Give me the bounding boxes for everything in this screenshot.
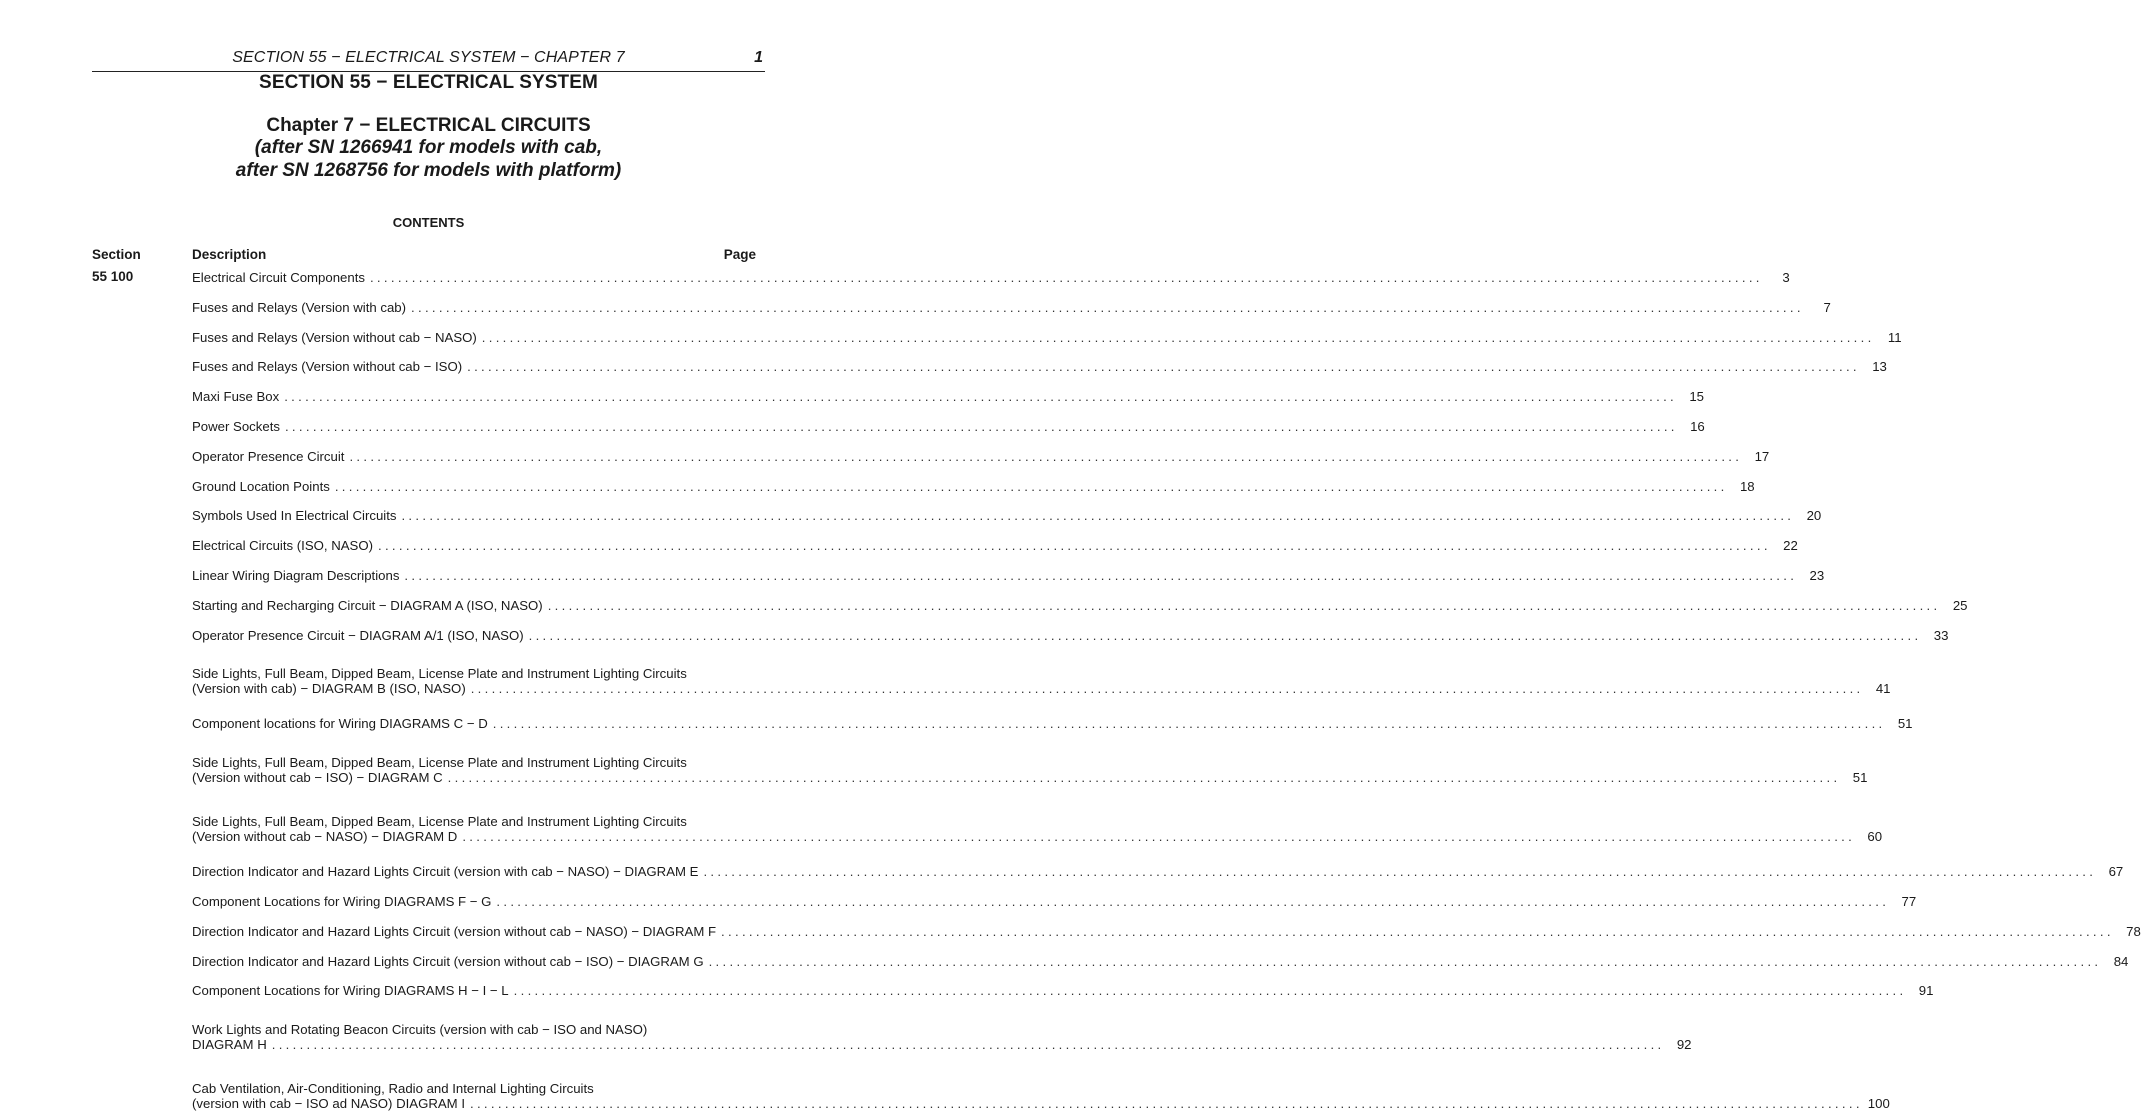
dot-leader: ........................................................................................................................................................................................................: [496, 894, 1890, 909]
toc-entry-page: 92: [1676, 1036, 1692, 1052]
toc-entry[interactable]: [192, 329, 1902, 345]
column-header-page: Page: [723, 247, 756, 262]
toc-entry[interactable]: [192, 923, 2141, 939]
dot-leader: ........................................................................................................................................................................................................: [378, 538, 1771, 554]
dot-leader: ........................................................................................................................................................................................................: [462, 828, 1856, 844]
toc-entry[interactable]: [192, 478, 1755, 494]
toc-entry-page: 67: [2108, 864, 2124, 880]
chapter-title: Chapter 7 − ELECTRICAL CIRCUITS: [266, 115, 591, 136]
toc-entry[interactable]: [192, 359, 1887, 375]
toc-entry-title: Power Sockets: [192, 419, 280, 434]
toc-entry-page: 15: [1689, 389, 1704, 405]
toc-entry-title-line1: Side Lights, Full Beam, Dipped Beam, License Plate and Instrument Lighting Circuits: [192, 666, 687, 682]
toc-entry[interactable]: [192, 716, 1913, 732]
dot-leader: ........................................................................................................................................................................................................: [369, 270, 1763, 285]
toc-entry[interactable]: [192, 419, 1705, 434]
dot-leader: ........................................................................................................................................................................................................: [470, 681, 1864, 697]
toc-entry-title: (version with cab − ISO ad NASO) DIAGRAM I: [192, 1095, 465, 1111]
toc-entry-page: 51: [1852, 769, 1868, 785]
toc-entry-title-line1: Side Lights, Full Beam, Dipped Beam, License Plate and Instrument Lighting Circuits: [192, 754, 687, 770]
toc-entry[interactable]: [192, 568, 1825, 583]
column-header-section: Section: [92, 247, 141, 262]
toc-entry[interactable]: [192, 953, 2129, 969]
toc-entry-page: 60: [1867, 828, 1883, 844]
toc-entry[interactable]: [192, 813, 1883, 844]
toc-entry-title: Symbols Used In Electrical Circuits: [192, 508, 397, 524]
toc-entry-page: 17: [1754, 448, 1770, 464]
toc-entry[interactable]: [192, 1021, 1692, 1052]
toc-entry-page: 78: [2126, 923, 2141, 939]
toc-entry-title-line1: Side Lights, Full Beam, Dipped Beam, License Plate and Instrument Lighting Circuits: [192, 813, 687, 829]
chapter-subtitle-line-2: after SN 1268756 for models with platform): [235, 160, 622, 181]
toc-entry-page: 100: [1867, 1095, 1890, 1111]
dot-leader: ........................................................................................................................................................................................................: [411, 299, 1804, 315]
toc-entry-title: Component Locations for Wiring DIAGRAMS H − I − L: [192, 983, 509, 999]
toc-entry-title: (Version without cab − ISO) − DIAGRAM C: [192, 769, 443, 785]
toc-entry-page: 16: [1690, 419, 1705, 434]
toc-entry[interactable]: [192, 299, 1831, 315]
toc-entry[interactable]: [192, 448, 1770, 464]
contents-heading: CONTENTS: [392, 215, 465, 230]
dot-leader: ........................................................................................................................................................................................................: [528, 627, 1922, 643]
toc-entry-page: 41: [1875, 681, 1891, 697]
dot-leader: ........................................................................................................................................................................................................: [513, 983, 1907, 999]
dot-leader: ........................................................................................................................................................................................................: [334, 478, 1728, 494]
column-header-description: Description: [192, 247, 267, 262]
dot-leader: ........................................................................................................................................................................................................: [492, 716, 1886, 732]
toc-entry[interactable]: [192, 508, 1822, 524]
dot-leader: ........................................................................................................................................................................................................: [401, 508, 1795, 524]
toc-entry-page: 84: [2113, 953, 2129, 969]
toc-entry-title: DIAGRAM H: [192, 1036, 267, 1052]
toc-entry[interactable]: [192, 389, 1704, 405]
toc-entry-title: Starting and Recharging Circuit − DIAGRAM A (ISO, NASO): [192, 597, 543, 613]
toc-entry[interactable]: [192, 983, 1934, 999]
toc-entry-page: 7: [1823, 299, 1831, 315]
chapter-subtitle-line-1: (after SN 1266941 for models with cab,: [254, 137, 603, 158]
toc-entry-title: Operator Presence Circuit − DIAGRAM A/1 (ISO, NASO): [192, 627, 524, 643]
dot-leader: ........................................................................................................................................................................................................: [470, 1095, 1863, 1111]
dot-leader: ........................................................................................................................................................................................................: [547, 597, 1941, 613]
dot-leader: ........................................................................................................................................................................................................: [349, 448, 1743, 464]
toc-entry-page: 18: [1739, 478, 1755, 494]
toc-entry[interactable]: [192, 627, 1949, 643]
dot-leader: ........................................................................................................................................................................................................: [721, 923, 2114, 939]
toc-entry-title: Maxi Fuse Box: [192, 389, 280, 405]
toc-entry-page: 20: [1806, 508, 1822, 524]
toc-entry-title: Direction Indicator and Hazard Lights Circuit (version without cab − ISO) − DIAGRAM G: [192, 953, 704, 969]
dot-leader: ........................................................................................................................................................................................................: [481, 329, 1875, 345]
toc-entry-title: Direction Indicator and Hazard Lights Circuit (version without cab − NASO) − DIAGRAM F: [192, 923, 717, 939]
toc-entry[interactable]: [192, 1080, 1890, 1111]
dot-leader: ........................................................................................................................................................................................................: [708, 953, 2102, 969]
toc-entry-page: 77: [1901, 894, 1917, 909]
toc-entry-title: (Version with cab) − DIAGRAM B (ISO, NASO): [192, 681, 466, 697]
toc-entry-page: 13: [1872, 359, 1887, 375]
toc-entry[interactable]: [192, 754, 1868, 785]
page-number: 1: [754, 49, 763, 66]
toc-entry-title: Component locations for Wiring DIAGRAMS C − D: [192, 716, 488, 732]
dot-leader: ........................................................................................................................................................................................................: [447, 769, 1841, 785]
toc-entry-title: Fuses and Relays (Version with cab): [192, 299, 407, 315]
dot-leader: ........................................................................................................................................................................................................: [467, 359, 1860, 375]
toc-entry-title: Ground Location Points: [192, 478, 330, 494]
toc-entry-title: Operator Presence Circuit: [192, 448, 345, 464]
running-header: [92, 49, 765, 71]
toc-entry-title: (Version without cab − NASO) − DIAGRAM D: [192, 828, 458, 844]
toc-entry-page: 51: [1897, 716, 1913, 732]
section-title: SECTION 55 − ELECTRICAL SYSTEM: [259, 72, 598, 93]
toc-entry-page: 11: [1887, 329, 1902, 345]
dot-leader: ........................................................................................................................................................................................................: [284, 419, 1678, 434]
dot-leader: ........................................................................................................................................................................................................: [703, 864, 2097, 880]
toc-entry-page: 33: [1933, 627, 1949, 643]
toc-entry-title-line1: Cab Ventilation, Air-Conditioning, Radio and Internal Lighting Circuits: [192, 1080, 594, 1096]
toc-entry[interactable]: [192, 666, 1891, 697]
toc-entry[interactable]: [192, 270, 1790, 285]
toc-entry[interactable]: [192, 864, 2124, 880]
running-title: SECTION 55 − ELECTRICAL SYSTEM − CHAPTER 7: [232, 49, 625, 66]
toc-entry-page: 23: [1809, 568, 1825, 583]
toc-entry-title: Component Locations for Wiring DIAGRAMS F − G: [192, 894, 492, 909]
dot-leader: ........................................................................................................................................................................................................: [404, 568, 1798, 583]
toc-entry-page: 22: [1783, 538, 1798, 554]
toc-entry[interactable]: [192, 538, 1798, 554]
toc-entry-title: Electrical Circuit Components: [192, 270, 365, 285]
toc-entry-title: Fuses and Relays (Version without cab − ISO): [192, 359, 463, 375]
toc-entry-title: Linear Wiring Diagram Descriptions: [192, 568, 400, 583]
toc-entry[interactable]: [192, 894, 1917, 909]
dot-leader: ........................................................................................................................................................................................................: [271, 1036, 1665, 1052]
dot-leader: ........................................................................................................................................................................................................: [284, 389, 1677, 405]
toc-entry-page: 3: [1782, 270, 1790, 285]
toc-entry-title: Direction Indicator and Hazard Lights Circuit (version with cab − NASO) − DIAGRAM E: [192, 864, 699, 880]
toc-entry-page: 91: [1918, 983, 1934, 999]
toc-entry[interactable]: [192, 597, 1968, 613]
toc-entry-title: Electrical Circuits (ISO, NASO): [192, 538, 373, 554]
toc-entry-title: Fuses and Relays (Version without cab − NASO): [192, 329, 477, 345]
section-number: 55 100: [92, 269, 134, 284]
toc-entry-title-line1: Work Lights and Rotating Beacon Circuits (version with cab − ISO and NASO): [192, 1021, 648, 1037]
toc-entry-page: 25: [1952, 597, 1968, 613]
